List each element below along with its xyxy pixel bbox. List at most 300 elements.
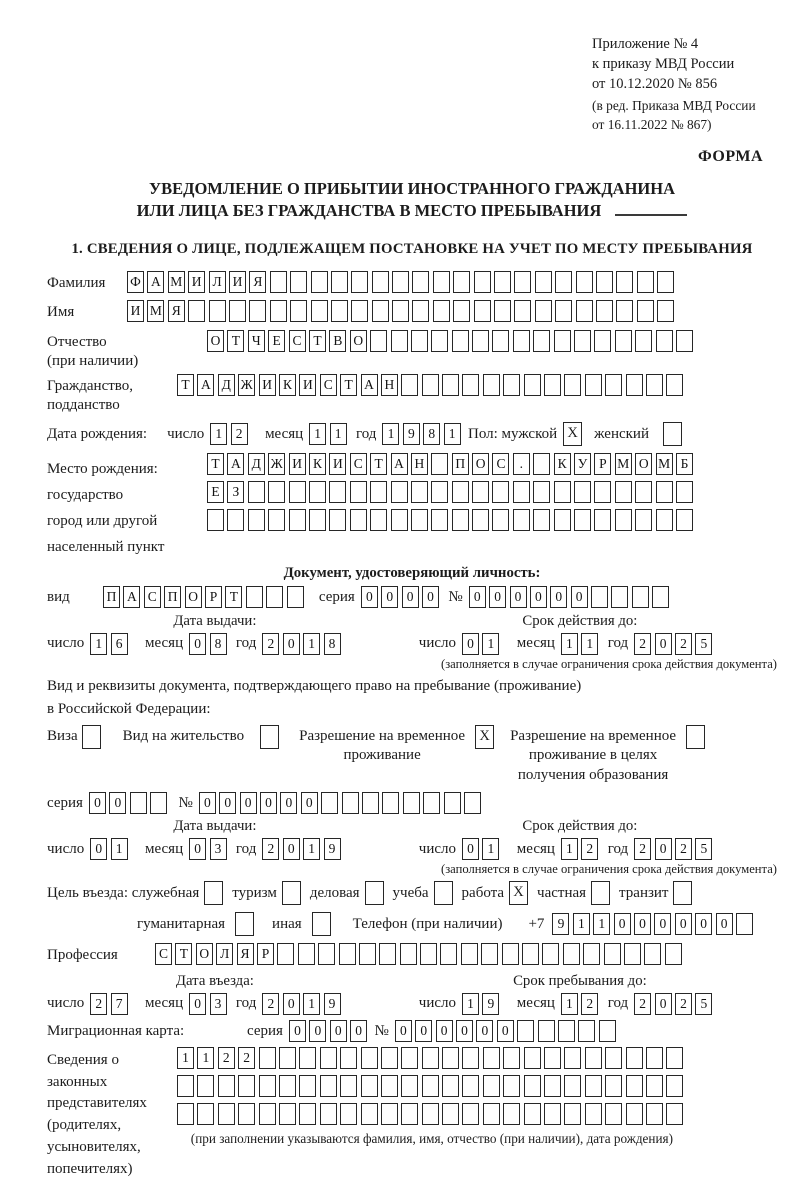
char-cell[interactable] [461,943,478,965]
char-cell[interactable] [666,1047,683,1069]
char-cell[interactable] [483,1047,500,1069]
char-cell[interactable] [494,300,511,322]
char-cell[interactable]: Р [257,943,274,965]
doc-series-cells[interactable] [361,586,443,608]
char-cell[interactable] [422,374,439,396]
char-cell[interactable] [340,1103,357,1125]
char-cell[interactable] [381,1103,398,1125]
char-cell[interactable]: 1 [561,993,578,1015]
char-cell[interactable] [392,271,409,293]
doc-issue-day-cells[interactable] [90,633,131,655]
char-cell[interactable] [517,1020,534,1042]
char-cell[interactable] [676,509,693,531]
char-cell[interactable] [626,1075,643,1097]
char-cell[interactable] [289,509,306,531]
char-cell[interactable]: С [144,586,161,608]
char-cell[interactable] [574,509,591,531]
char-cell[interactable]: И [229,271,246,293]
char-cell[interactable]: 2 [231,423,248,445]
char-cell[interactable] [462,1075,479,1097]
char-cell[interactable] [676,481,693,503]
char-cell[interactable] [576,271,593,293]
char-cell[interactable] [320,1075,337,1097]
permit-valid-year-cells[interactable] [634,838,716,860]
char-cell[interactable] [637,271,654,293]
char-cell[interactable]: Н [411,453,428,475]
char-cell[interactable] [656,481,673,503]
char-cell[interactable]: 0 [634,913,651,935]
char-cell[interactable]: О [472,453,489,475]
char-cell[interactable]: У [574,453,591,475]
char-cell[interactable] [299,1103,316,1125]
char-cell[interactable]: 0 [90,838,107,860]
sex-male-checkbox[interactable]: X [563,422,582,446]
char-cell[interactable]: 0 [655,633,672,655]
char-cell[interactable] [442,1103,459,1125]
char-cell[interactable] [514,300,531,322]
char-cell[interactable]: Т [225,586,242,608]
birth-place-cells-row3[interactable] [207,509,696,531]
char-cell[interactable] [299,1075,316,1097]
stay-year-cells[interactable] [634,993,716,1015]
permit-number-cells[interactable] [199,792,484,814]
char-cell[interactable] [279,1047,296,1069]
char-cell[interactable]: 0 [415,1020,432,1042]
birth-place-cells-row1[interactable] [207,453,696,475]
char-cell[interactable] [340,1075,357,1097]
char-cell[interactable] [591,586,608,608]
migration-number-cells[interactable] [395,1020,619,1042]
char-cell[interactable] [615,481,632,503]
char-cell[interactable] [433,271,450,293]
char-cell[interactable] [279,1103,296,1125]
char-cell[interactable] [544,1047,561,1069]
char-cell[interactable] [268,481,285,503]
char-cell[interactable] [229,300,246,322]
char-cell[interactable]: 0 [280,792,297,814]
char-cell[interactable] [207,509,224,531]
doc-valid-year-cells[interactable] [634,633,716,655]
char-cell[interactable] [259,1047,276,1069]
char-cell[interactable] [351,271,368,293]
char-cell[interactable] [401,1047,418,1069]
char-cell[interactable]: С [320,374,337,396]
purpose-business-checkbox[interactable] [365,881,384,905]
char-cell[interactable] [596,271,613,293]
char-cell[interactable]: 0 [476,1020,493,1042]
char-cell[interactable] [381,1075,398,1097]
char-cell[interactable]: 1 [444,423,461,445]
char-cell[interactable] [624,943,641,965]
char-cell[interactable] [391,330,408,352]
char-cell[interactable]: 9 [403,423,420,445]
char-cell[interactable] [502,943,519,965]
char-cell[interactable] [513,509,530,531]
char-cell[interactable] [246,586,263,608]
char-cell[interactable]: О [350,330,367,352]
char-cell[interactable] [130,792,147,814]
char-cell[interactable]: Л [209,271,226,293]
char-cell[interactable] [626,374,643,396]
purpose-other-checkbox[interactable] [312,912,331,936]
char-cell[interactable]: 9 [324,993,341,1015]
char-cell[interactable] [433,300,450,322]
char-cell[interactable] [524,1075,541,1097]
char-cell[interactable] [554,481,571,503]
char-cell[interactable]: В [329,330,346,352]
char-cell[interactable] [594,481,611,503]
char-cell[interactable]: 0 [402,586,419,608]
legal-reps-cells-row2[interactable] [177,1075,687,1097]
char-cell[interactable]: 2 [581,838,598,860]
char-cell[interactable]: Ж [238,374,255,396]
char-cell[interactable] [483,374,500,396]
char-cell[interactable] [483,1075,500,1097]
char-cell[interactable] [209,300,226,322]
char-cell[interactable] [401,1075,418,1097]
char-cell[interactable]: 0 [497,1020,514,1042]
char-cell[interactable]: 2 [675,993,692,1015]
char-cell[interactable]: О [185,586,202,608]
char-cell[interactable]: 0 [655,993,672,1015]
char-cell[interactable] [453,271,470,293]
char-cell[interactable] [311,271,328,293]
char-cell[interactable] [513,481,530,503]
char-cell[interactable] [646,1047,663,1069]
char-cell[interactable] [583,943,600,965]
char-cell[interactable] [635,509,652,531]
char-cell[interactable]: 1 [303,993,320,1015]
char-cell[interactable] [652,586,669,608]
char-cell[interactable] [564,1047,581,1069]
purpose-work-checkbox[interactable]: X [509,881,528,905]
temp-residence-edu-checkbox[interactable] [686,725,705,749]
char-cell[interactable] [361,1075,378,1097]
birth-month-cells[interactable] [309,423,350,445]
char-cell[interactable]: 5 [695,633,712,655]
char-cell[interactable]: 0 [283,993,300,1015]
char-cell[interactable] [564,1075,581,1097]
char-cell[interactable]: А [123,586,140,608]
char-cell[interactable] [289,481,306,503]
char-cell[interactable] [666,1075,683,1097]
char-cell[interactable]: 0 [219,792,236,814]
char-cell[interactable]: 0 [550,586,567,608]
char-cell[interactable] [574,330,591,352]
char-cell[interactable]: 0 [395,1020,412,1042]
char-cell[interactable]: П [164,586,181,608]
char-cell[interactable]: 1 [210,423,227,445]
char-cell[interactable]: С [289,330,306,352]
doc-type-cells[interactable] [103,586,307,608]
char-cell[interactable]: 0 [436,1020,453,1042]
char-cell[interactable] [379,943,396,965]
char-cell[interactable] [372,300,389,322]
char-cell[interactable] [462,374,479,396]
char-cell[interactable] [400,943,417,965]
char-cell[interactable]: 2 [262,838,279,860]
char-cell[interactable]: 0 [462,838,479,860]
char-cell[interactable] [238,1103,255,1125]
char-cell[interactable]: 1 [593,913,610,935]
char-cell[interactable] [411,481,428,503]
char-cell[interactable] [381,1047,398,1069]
doc-valid-day-cells[interactable] [462,633,503,655]
char-cell[interactable]: А [197,374,214,396]
char-cell[interactable] [339,943,356,965]
char-cell[interactable] [605,374,622,396]
char-cell[interactable] [657,300,674,322]
char-cell[interactable] [574,481,591,503]
char-cell[interactable] [665,943,682,965]
char-cell[interactable] [544,374,561,396]
char-cell[interactable]: 0 [289,1020,306,1042]
char-cell[interactable] [599,1020,616,1042]
char-cell[interactable]: . [513,453,530,475]
char-cell[interactable] [440,943,457,965]
char-cell[interactable]: 2 [675,838,692,860]
char-cell[interactable]: И [259,374,276,396]
char-cell[interactable] [481,943,498,965]
char-cell[interactable] [666,1103,683,1125]
char-cell[interactable]: 0 [469,586,486,608]
char-cell[interactable] [287,586,304,608]
char-cell[interactable]: О [207,330,224,352]
purpose-humanitarian-checkbox[interactable] [235,912,254,936]
char-cell[interactable] [342,792,359,814]
char-cell[interactable] [248,509,265,531]
char-cell[interactable] [422,1075,439,1097]
char-cell[interactable] [646,374,663,396]
char-cell[interactable] [248,481,265,503]
char-cell[interactable] [362,792,379,814]
sex-female-checkbox[interactable] [663,422,682,446]
char-cell[interactable] [420,943,437,965]
char-cell[interactable] [290,271,307,293]
char-cell[interactable]: А [147,271,164,293]
char-cell[interactable] [431,330,448,352]
char-cell[interactable]: М [656,453,673,475]
char-cell[interactable] [452,509,469,531]
char-cell[interactable] [309,481,326,503]
stay-month-cells[interactable] [561,993,602,1015]
char-cell[interactable] [472,481,489,503]
char-cell[interactable] [503,1047,520,1069]
entry-month-cells[interactable] [189,993,230,1015]
char-cell[interactable]: Р [205,586,222,608]
char-cell[interactable]: Я [249,271,266,293]
char-cell[interactable]: 3 [210,993,227,1015]
char-cell[interactable]: И [299,374,316,396]
purpose-transit-checkbox[interactable] [673,881,692,905]
patronymic-cells[interactable] [207,330,696,352]
char-cell[interactable] [411,509,428,531]
char-cell[interactable]: 0 [654,913,671,935]
char-cell[interactable]: 2 [634,633,651,655]
char-cell[interactable] [646,1103,663,1125]
char-cell[interactable] [535,300,552,322]
char-cell[interactable] [370,509,387,531]
char-cell[interactable]: Т [370,453,387,475]
char-cell[interactable]: 0 [189,993,206,1015]
char-cell[interactable]: 0 [283,633,300,655]
entry-year-cells[interactable] [262,993,344,1015]
char-cell[interactable] [492,330,509,352]
permit-issue-month-cells[interactable] [189,838,230,860]
char-cell[interactable]: М [147,300,164,322]
char-cell[interactable] [472,509,489,531]
char-cell[interactable]: К [279,374,296,396]
visa-checkbox[interactable] [82,725,101,749]
char-cell[interactable] [392,300,409,322]
char-cell[interactable]: 1 [482,838,499,860]
char-cell[interactable] [411,330,428,352]
char-cell[interactable]: 5 [695,838,712,860]
char-cell[interactable] [564,374,581,396]
char-cell[interactable] [514,271,531,293]
char-cell[interactable] [431,509,448,531]
char-cell[interactable]: 9 [552,913,569,935]
char-cell[interactable]: С [350,453,367,475]
char-cell[interactable]: 1 [330,423,347,445]
char-cell[interactable] [626,1047,643,1069]
char-cell[interactable] [544,1075,561,1097]
char-cell[interactable] [370,330,387,352]
char-cell[interactable] [524,1047,541,1069]
char-cell[interactable]: П [452,453,469,475]
char-cell[interactable] [503,1103,520,1125]
char-cell[interactable]: И [329,453,346,475]
birth-day-cells[interactable] [210,423,251,445]
char-cell[interactable]: Д [248,453,265,475]
char-cell[interactable] [632,586,649,608]
birth-year-cells[interactable] [382,423,464,445]
char-cell[interactable] [227,509,244,531]
char-cell[interactable]: 2 [218,1047,235,1069]
char-cell[interactable]: О [635,453,652,475]
char-cell[interactable]: 6 [111,633,128,655]
purpose-study-checkbox[interactable] [434,881,453,905]
char-cell[interactable]: Ж [268,453,285,475]
char-cell[interactable] [615,330,632,352]
char-cell[interactable] [563,943,580,965]
purpose-tourism-checkbox[interactable] [282,881,301,905]
char-cell[interactable] [472,330,489,352]
char-cell[interactable]: 0 [189,838,206,860]
char-cell[interactable] [290,300,307,322]
char-cell[interactable] [585,1075,602,1097]
char-cell[interactable]: 0 [462,633,479,655]
char-cell[interactable]: Ч [248,330,265,352]
char-cell[interactable] [309,509,326,531]
char-cell[interactable] [259,1103,276,1125]
char-cell[interactable] [555,271,572,293]
char-cell[interactable] [615,509,632,531]
char-cell[interactable] [444,792,461,814]
char-cell[interactable] [578,1020,595,1042]
char-cell[interactable] [554,509,571,531]
char-cell[interactable]: 0 [189,633,206,655]
char-cell[interactable] [533,509,550,531]
char-cell[interactable] [605,1047,622,1069]
char-cell[interactable]: А [391,453,408,475]
citizenship-cells[interactable] [177,374,687,396]
legal-reps-cells-row1[interactable] [177,1047,687,1069]
char-cell[interactable]: 0 [489,586,506,608]
char-cell[interactable] [564,1103,581,1125]
char-cell[interactable]: 0 [456,1020,473,1042]
char-cell[interactable] [594,509,611,531]
char-cell[interactable] [452,481,469,503]
char-cell[interactable] [605,1075,622,1097]
char-cell[interactable]: С [155,943,172,965]
char-cell[interactable]: 0 [109,792,126,814]
char-cell[interactable] [401,374,418,396]
char-cell[interactable] [542,943,559,965]
char-cell[interactable] [270,271,287,293]
char-cell[interactable] [331,300,348,322]
char-cell[interactable] [533,453,550,475]
char-cell[interactable] [423,792,440,814]
char-cell[interactable] [320,1103,337,1125]
char-cell[interactable] [635,481,652,503]
permit-valid-day-cells[interactable] [462,838,503,860]
char-cell[interactable] [558,1020,575,1042]
permit-issue-year-cells[interactable] [262,838,344,860]
char-cell[interactable]: Л [216,943,233,965]
legal-reps-cells-row3[interactable] [177,1103,687,1125]
char-cell[interactable]: Т [177,374,194,396]
char-cell[interactable] [270,300,287,322]
char-cell[interactable] [412,271,429,293]
char-cell[interactable]: 2 [238,1047,255,1069]
char-cell[interactable] [431,453,448,475]
char-cell[interactable]: Т [309,330,326,352]
char-cell[interactable] [604,943,621,965]
char-cell[interactable] [266,586,283,608]
char-cell[interactable] [464,792,481,814]
char-cell[interactable]: 2 [581,993,598,1015]
char-cell[interactable] [524,374,541,396]
doc-number-cells[interactable] [469,586,673,608]
char-cell[interactable] [474,300,491,322]
purpose-official-checkbox[interactable] [204,881,223,905]
char-cell[interactable] [644,943,661,965]
char-cell[interactable] [320,1047,337,1069]
purpose-private-checkbox[interactable] [591,881,610,905]
char-cell[interactable]: 0 [283,838,300,860]
char-cell[interactable]: О [196,943,213,965]
char-cell[interactable] [554,330,571,352]
char-cell[interactable] [268,509,285,531]
char-cell[interactable]: 9 [324,838,341,860]
char-cell[interactable] [474,271,491,293]
char-cell[interactable] [188,300,205,322]
char-cell[interactable]: 0 [530,586,547,608]
char-cell[interactable]: Т [340,374,357,396]
char-cell[interactable] [422,1047,439,1069]
char-cell[interactable] [331,271,348,293]
char-cell[interactable] [442,1075,459,1097]
doc-issue-month-cells[interactable] [189,633,230,655]
char-cell[interactable] [616,300,633,322]
char-cell[interactable]: С [492,453,509,475]
char-cell[interactable] [442,1047,459,1069]
char-cell[interactable]: 2 [262,993,279,1015]
birth-place-cells-row2[interactable] [207,481,696,503]
char-cell[interactable] [329,509,346,531]
doc-valid-month-cells[interactable] [561,633,602,655]
